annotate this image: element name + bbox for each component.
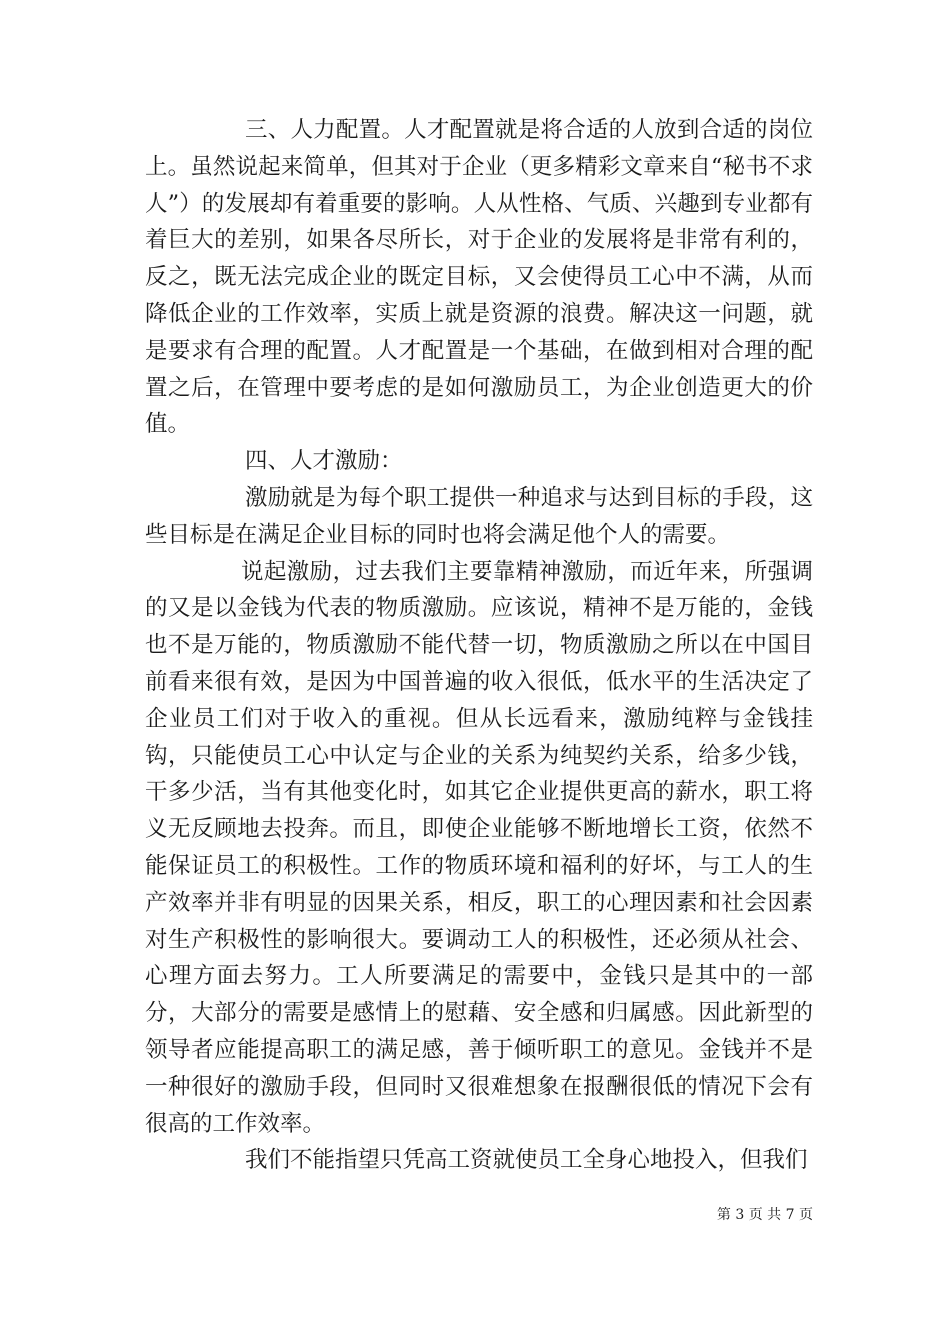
document-body	[145, 112, 813, 1179]
paragraph-human-allocation: 三、人力配置。人才配置就是将合适的人放到合适的岗位上。虽然说起来简单，但其对于企业（更多精彩文章来自“秘书不求人”）的发展却有着重要的影响。人从性格、气质、兴趣到专业都有着巨大的差别，如果各尽所长，对于企业的发展将是非常有利的，反之，既无法完成企业的既定目标，又会使得员工心中不满，从而降低企业的工作效率，实质上就是资源的浪费。解决这一问题，就是要求有合理的配置。人才配置是一个基础，在做到相对合理的配置之后，在管理中要考虑的是如何激励员工，为企业创造更大的价值。	[145, 117, 813, 438]
paragraph-incentive-discussion: 说起激励，过去我们主要靠精神激励，而近年来，所强调的又是以金钱为代表的物质激励。应该说，精神不是万能的，金钱也不是万能的，物质激励不能代替一切，物质激励之所以在中国目前看来很有效，是因为中国普遍的收入很低，低水平的生活决定了企业员工们对于收入的重视。但从长远看来，激励纯粹与金钱挂钩，只能使员工心中认定与企业的关系为纯契约关系，给多少钱，干多少活，当有其他变化时，如其它企业提供更高的薪水，职工将义无反顾地去投奔。而且，即使企业能够不断地增长工资，依然不能保证员工的积极性。工作的物质环境和福利的好坏，与工人的生产效率并非有明显的因果关系，相反，职工的心理因素和社会因素对生产积极性的影响很大。要调动工人的积极性，还必须从社会、心理方面去努力。工人所要满足的需要中，金钱只是其中的一部分，大部分的需要是感情上的慰藉、安全感和归属感。因此新型的领导者应能提高职工的满足感，善于倾听职工的意见。金钱并不是一种很好的激励手段，但同时又很难想象在报酬很低的情况下会有很高的工作效率。	[145, 558, 813, 1137]
paragraph-incentive-definition: 激励就是为每个职工提供一种追求与达到目标的手段，这些目标是在满足企业目标的同时也将会满足他个人的需要。	[145, 484, 813, 548]
paragraph-high-wages: 我们不能指望只凭高工资就使员工全身心地投入，但我们	[245, 1147, 808, 1174]
page-number-footer: 第 3 页 共 7 页	[716, 1207, 813, 1223]
section-heading-talent-incentive: 四、人才激励：	[245, 448, 403, 475]
